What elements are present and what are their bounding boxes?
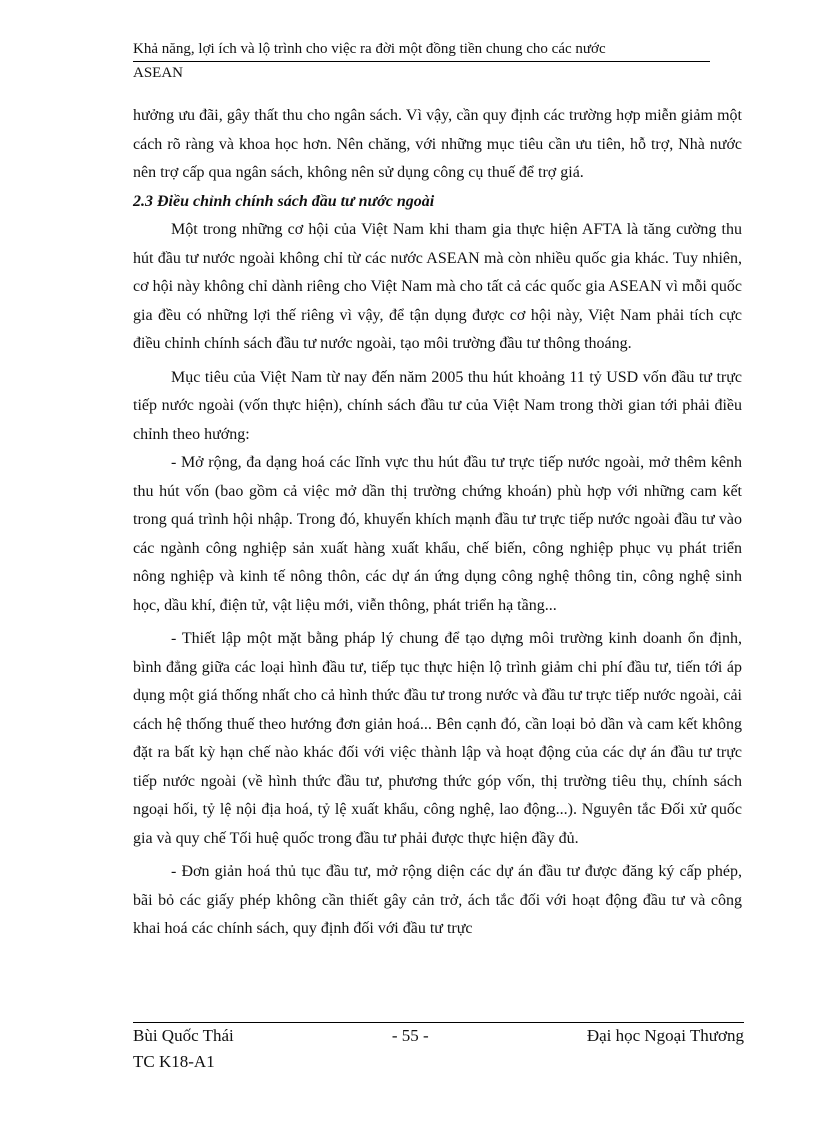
paragraph-tax-incentives: hưởng ưu đãi, gây thất thu cho ngân sách. Vì vậy, cần quy định các trường hợp miễn giảm một cách rõ ràng và khoa học hơn. Nên chăng, với những mục tiêu cần ưu tiên, hỗ trợ, Nhà nước nên trợ cấp qua ngân sách, không nên sử dụng công cụ thuế để trợ giá. xyxy=(133,107,742,181)
page-number: - 55 - xyxy=(391,1026,429,1045)
header-title: Khả năng, lợi ích và lộ trình cho việc ra đời một đồng tiền chung cho các nước xyxy=(133,38,710,62)
running-header xyxy=(133,38,710,84)
section-heading: 2.3 Điều chỉnh chính sách đầu tư nước ngoài xyxy=(133,192,435,210)
paragraph-opportunity: Một trong những cơ hội của Việt Nam khi tham gia thực hiện AFTA là tăng cường thu hút đầu tư nước ngoài không chỉ từ các nước ASEAN mà còn nhiều quốc gia khác. Tuy nhiên, cơ hội này không chỉ dành riêng cho Việt Nam mà cho tất cả các quốc gia ASEAN vì mỗi quốc gia đều có những lợi thế riêng vì vậy, để tận dụng được cơ hội này, Việt Nam phải tích cực điều chỉnh chính sách đầu tư nước ngoài, tạo môi trường đầu tư thông thoáng. xyxy=(133,221,742,352)
paragraph-simplify-procedures: - Đơn giản hoá thủ tục đầu tư, mở rộng diện các dự án đầu tư được đăng ký cấp phép, bãi bỏ các giấy phép không cần thiết gây cản trở, ách tắc đối với hoạt động đầu tư và công khai hoá các chính sách, quy định đối với đầu tư trực xyxy=(133,863,742,937)
header-title-continued: ASEAN xyxy=(133,65,184,81)
page-footer xyxy=(133,1022,744,1075)
paragraph-legal-framework: - Thiết lập một mặt bằng pháp lý chung để tạo dựng môi trường kinh doanh ổn định, bình đẳng giữa các loại hình đầu tư, tiếp tục thực hiện lộ trình giảm chi phí đầu tư, tiến tới áp dụng một giá thống nhất cho cả hình thức đầu tư trong nước và đầu tư trực tiếp nước ngoài, cải cách hệ thống thuế theo hướng đơn giản hoá... Bên cạnh đó, cần loại bỏ dần và cam kết không đặt ra bất kỳ hạn chế nào khác đối với việc thành lập và hoạt động của các dự án đầu tư trực tiếp nước ngoài (về hình thức đầu tư, phương thức góp vốn, thị trường tiêu thụ, chính sách ngoại hối, tỷ lệ nội địa hoá, tỷ lệ xuất khẩu, công nghệ, lao động...). Nguyên tắc Đối xử quốc gia và quy chế Tối huệ quốc trong đầu tư phải được thực hiện đầy đủ. xyxy=(133,630,742,847)
footer-author: Bùi Quốc Thái xyxy=(133,1026,234,1045)
paragraph-expand-fields: - Mở rộng, đa dạng hoá các lĩnh vực thu hút đầu tư trực tiếp nước ngoài, mở thêm kênh thu hút vốn (bao gồm cả việc mở dần thị trường chứng khoán) phù hợp với những cam kết trong quá trình hội nhập. Trong đó, khuyến khích mạnh đầu tư trực tiếp nước ngoài đầu tư vào các ngành công nghiệp sản xuất hàng xuất khẩu, chế biến, công nghiệp phục vụ phát triển nông nghiệp và kinh tế nông thôn, các dự án ứng dụng công nghệ thông tin, công nghệ sinh học, dầu khí, điện tử, vật liệu mới, viễn thông, phát triển hạ tầng... xyxy=(133,454,742,614)
paragraph-goal: Mục tiêu của Việt Nam từ nay đến năm 2005 thu hút khoảng 11 tỷ USD vốn đầu tư trực tiếp nước ngoài (vốn thực hiện), chính sách đầu tư của Việt Nam trong thời gian tới phải điều chỉnh theo hướng: xyxy=(133,368,742,443)
footer-row xyxy=(133,1023,744,1049)
footer-class: TC K18-A1 xyxy=(133,1052,215,1071)
footer-university: Đại học Ngoại Thương xyxy=(586,1026,744,1045)
document-body xyxy=(133,102,742,944)
